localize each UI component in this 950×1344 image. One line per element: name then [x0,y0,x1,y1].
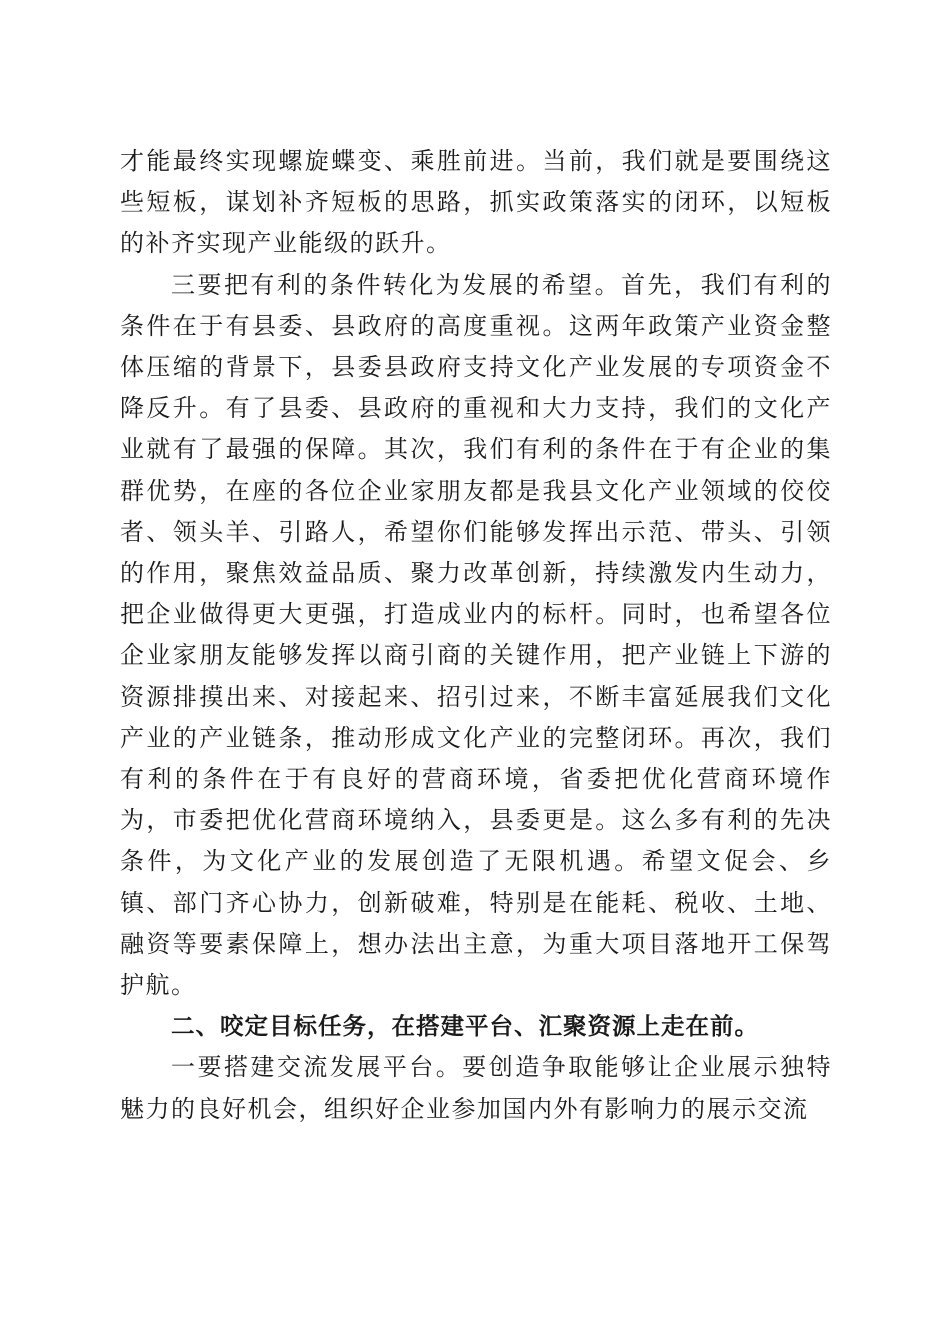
paragraph-favorable-conditions: 三要把有利的条件转化为发展的希望。首先，我们有利的条件在于有县委、县政府的高度重视。这两年政策产业资金整体压缩的背景下，县委县政府支持文化产业发展的专项资金不降反升。有了县委、县政府的重视和大力支持，我们的文化产业就有了最强的保障。其次，我们有利的条件在于有企业的集群优势，在座的各位企业家朋友都是我县文化产业领域的佼佼者、领头羊、引路人，希望你们能够发挥出示范、带头、引领的作用，聚焦效益品质、聚力改革创新，持续激发内生动力，把企业做得更大更强，打造成业内的标杆。同时，也希望各位企业家朋友能够发挥以商引商的关键作用，把产业链上下游的资源排摸出来、对接起来、招引过来，不断丰富延展我们文化产业的产业链条，推动形成文化产业的完整闭环。再次，我们有利的条件在于有良好的营商环境，省委把优化营商环境作为，市委把优化营商环境纳入，县委更是。这么多有利的先决条件，为文化产业的发展创造了无限机遇。希望文促会、乡镇、部门齐心协力，创新破难，特别是在能耗、税收、土地、融资等要素保障上，想办法出主意，为重大项目落地开工保驾护航。 [120,270,832,1000]
paragraph-continuation: 才能最终实现螺旋蝶变、乘胜前进。当前，我们就是要围绕这些短板，谋划补齐短板的思路，抓实政策落实的闭环，以短板的补齐实现产业能级的跃升。 [120,147,832,258]
document-body [120,141,832,1130]
section-heading-two: 二、咬定目标任务，在搭建平台、汇聚资源上走在前。 [171,1012,759,1041]
paragraph-platform: 一要搭建交流发展平台。要创造争取能够让企业展示独特魅力的良好机会，组织好企业参加国内外有影响力的展示交流 [120,1053,832,1123]
